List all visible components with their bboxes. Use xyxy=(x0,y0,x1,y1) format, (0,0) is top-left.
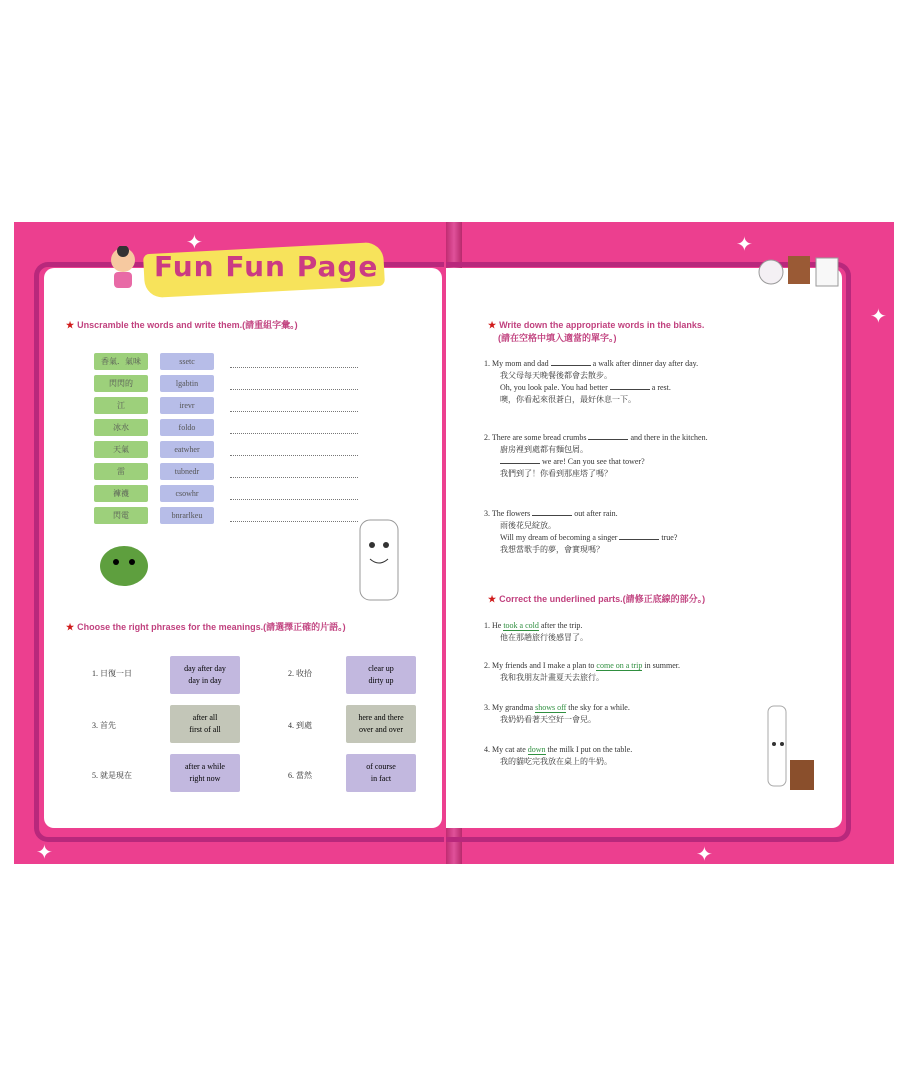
phrase-meaning: 2. 收拾 xyxy=(288,669,312,678)
answer-side-text: 答案：a pair of socks xyxy=(870,70,876,123)
underlined-phrase: down xyxy=(527,745,546,754)
scramble-zh: 褲襪 xyxy=(94,485,148,502)
sparkle-icon: ✦ xyxy=(186,232,203,254)
phrase-option[interactable]: after a while right now xyxy=(170,754,240,792)
scramble-word: bnrarlkeu xyxy=(160,507,214,524)
page-title: Fun Fun Page xyxy=(154,250,379,283)
answer-line[interactable] xyxy=(230,367,358,368)
scramble-word: lgabtin xyxy=(160,375,214,392)
answer-line[interactable] xyxy=(230,455,358,456)
fun-page-header xyxy=(144,244,384,294)
answer-line[interactable] xyxy=(230,521,358,522)
phrase-option[interactable]: clear up dirty up xyxy=(346,656,416,694)
scramble-word: ssetc xyxy=(160,353,214,370)
question-1: 1. My mom and dad a walk after dinner day after day. 我父母每天晚餐後都會去散步。 Oh, you look pale. You had better a rest. 噢，你看起來很蒼白，最好休息一下。 xyxy=(484,359,699,404)
section-correct-title: ★ Correct the underlined parts.(請修正底線的部分。) xyxy=(488,594,706,604)
scramble-zh: 冰水 xyxy=(94,419,148,436)
scramble-word: tubnedr xyxy=(160,463,214,480)
phrase-option[interactable]: after all first of all xyxy=(170,705,240,743)
sparkle-icon: ✦ xyxy=(36,842,53,864)
sparkle-icon: ✦ xyxy=(870,306,887,328)
green-monster-icon xyxy=(88,540,158,590)
correction-1: 1. He took a cold after the trip. 他在那趟旅行後感冒了。 xyxy=(484,621,588,642)
scramble-zh: 雷 xyxy=(94,463,148,480)
scramble-zh: 江 xyxy=(94,397,148,414)
section-unscramble-title: ★ Unscramble the words and write them.(請重組字彙。) xyxy=(66,320,298,330)
scramble-word: eatwher xyxy=(160,441,214,458)
correction-2: 2. My friends and I make a plan to come on a trip in summer. 我和我朋友計畫夏天去旅行。 xyxy=(484,661,680,682)
answer-line[interactable] xyxy=(230,411,358,412)
answer-line[interactable] xyxy=(230,389,358,390)
sparkle-icon: ✦ xyxy=(696,844,713,866)
phrase-meaning: 1. 日復一日 xyxy=(92,669,132,678)
girl-character-icon xyxy=(106,246,140,290)
phrase-meaning: 3. 首先 xyxy=(92,721,116,730)
scramble-zh: 天氣 xyxy=(94,441,148,458)
phrase-option[interactable]: here and there over and over xyxy=(346,705,416,743)
answer-line[interactable] xyxy=(230,477,358,478)
underlined-phrase: shows off xyxy=(535,703,567,712)
phrase-meaning: 6. 當然 xyxy=(288,771,312,780)
phrase-meaning: 5. 就是現在 xyxy=(92,771,132,780)
underlined-phrase: come on a trip xyxy=(596,661,643,670)
scramble-word: irevr xyxy=(160,397,214,414)
sparkle-icon: ✦ xyxy=(736,234,753,256)
scramble-word: csowhr xyxy=(160,485,214,502)
characters-icon xyxy=(756,246,846,296)
answer-line[interactable] xyxy=(230,499,358,500)
phrase-option[interactable]: of course in fact xyxy=(346,754,416,792)
phrase-option[interactable]: day after day day in day xyxy=(170,656,240,694)
section-fill-title: ★ Write down the appropriate words in the blanks. (請在空格中填入適當的單字。) xyxy=(488,320,705,343)
scramble-word: foldo xyxy=(160,419,214,436)
scramble-zh: 香氣．氣味 xyxy=(94,353,148,370)
section-phrases-title: ★ Choose the right phrases for the meanings.(請選擇正確的片語。) xyxy=(66,622,346,632)
question-2: 2. There are some bread crumbs and there in the kitchen. 廚房裡到處都有麵包屑。 we are! Can you see that tower? 我們到了！你看到那座塔了嗎？ xyxy=(484,433,708,478)
correction-4: 4. My cat ate down the milk I put on the table. 我的貓吃完我放在桌上的牛奶。 xyxy=(484,745,633,766)
answer-line[interactable] xyxy=(230,433,358,434)
scramble-zh: 閃電 xyxy=(94,507,148,524)
tissue-character-icon xyxy=(340,515,420,610)
correction-3: 3. My grandma shows off the sky for a while. 我奶奶看著天空好一會兒。 xyxy=(484,703,630,724)
question-3: 3. The flowers out after rain. 雨後花兒綻放。 Will my dream of becoming a singer true? 我想當歌手的夢，會實現嗎？ xyxy=(484,509,678,554)
pencil-character-icon xyxy=(752,700,822,812)
phrase-meaning: 4. 到處 xyxy=(288,721,312,730)
scramble-zh: 閃閃的 xyxy=(94,375,148,392)
underlined-phrase: took a cold xyxy=(503,621,539,630)
